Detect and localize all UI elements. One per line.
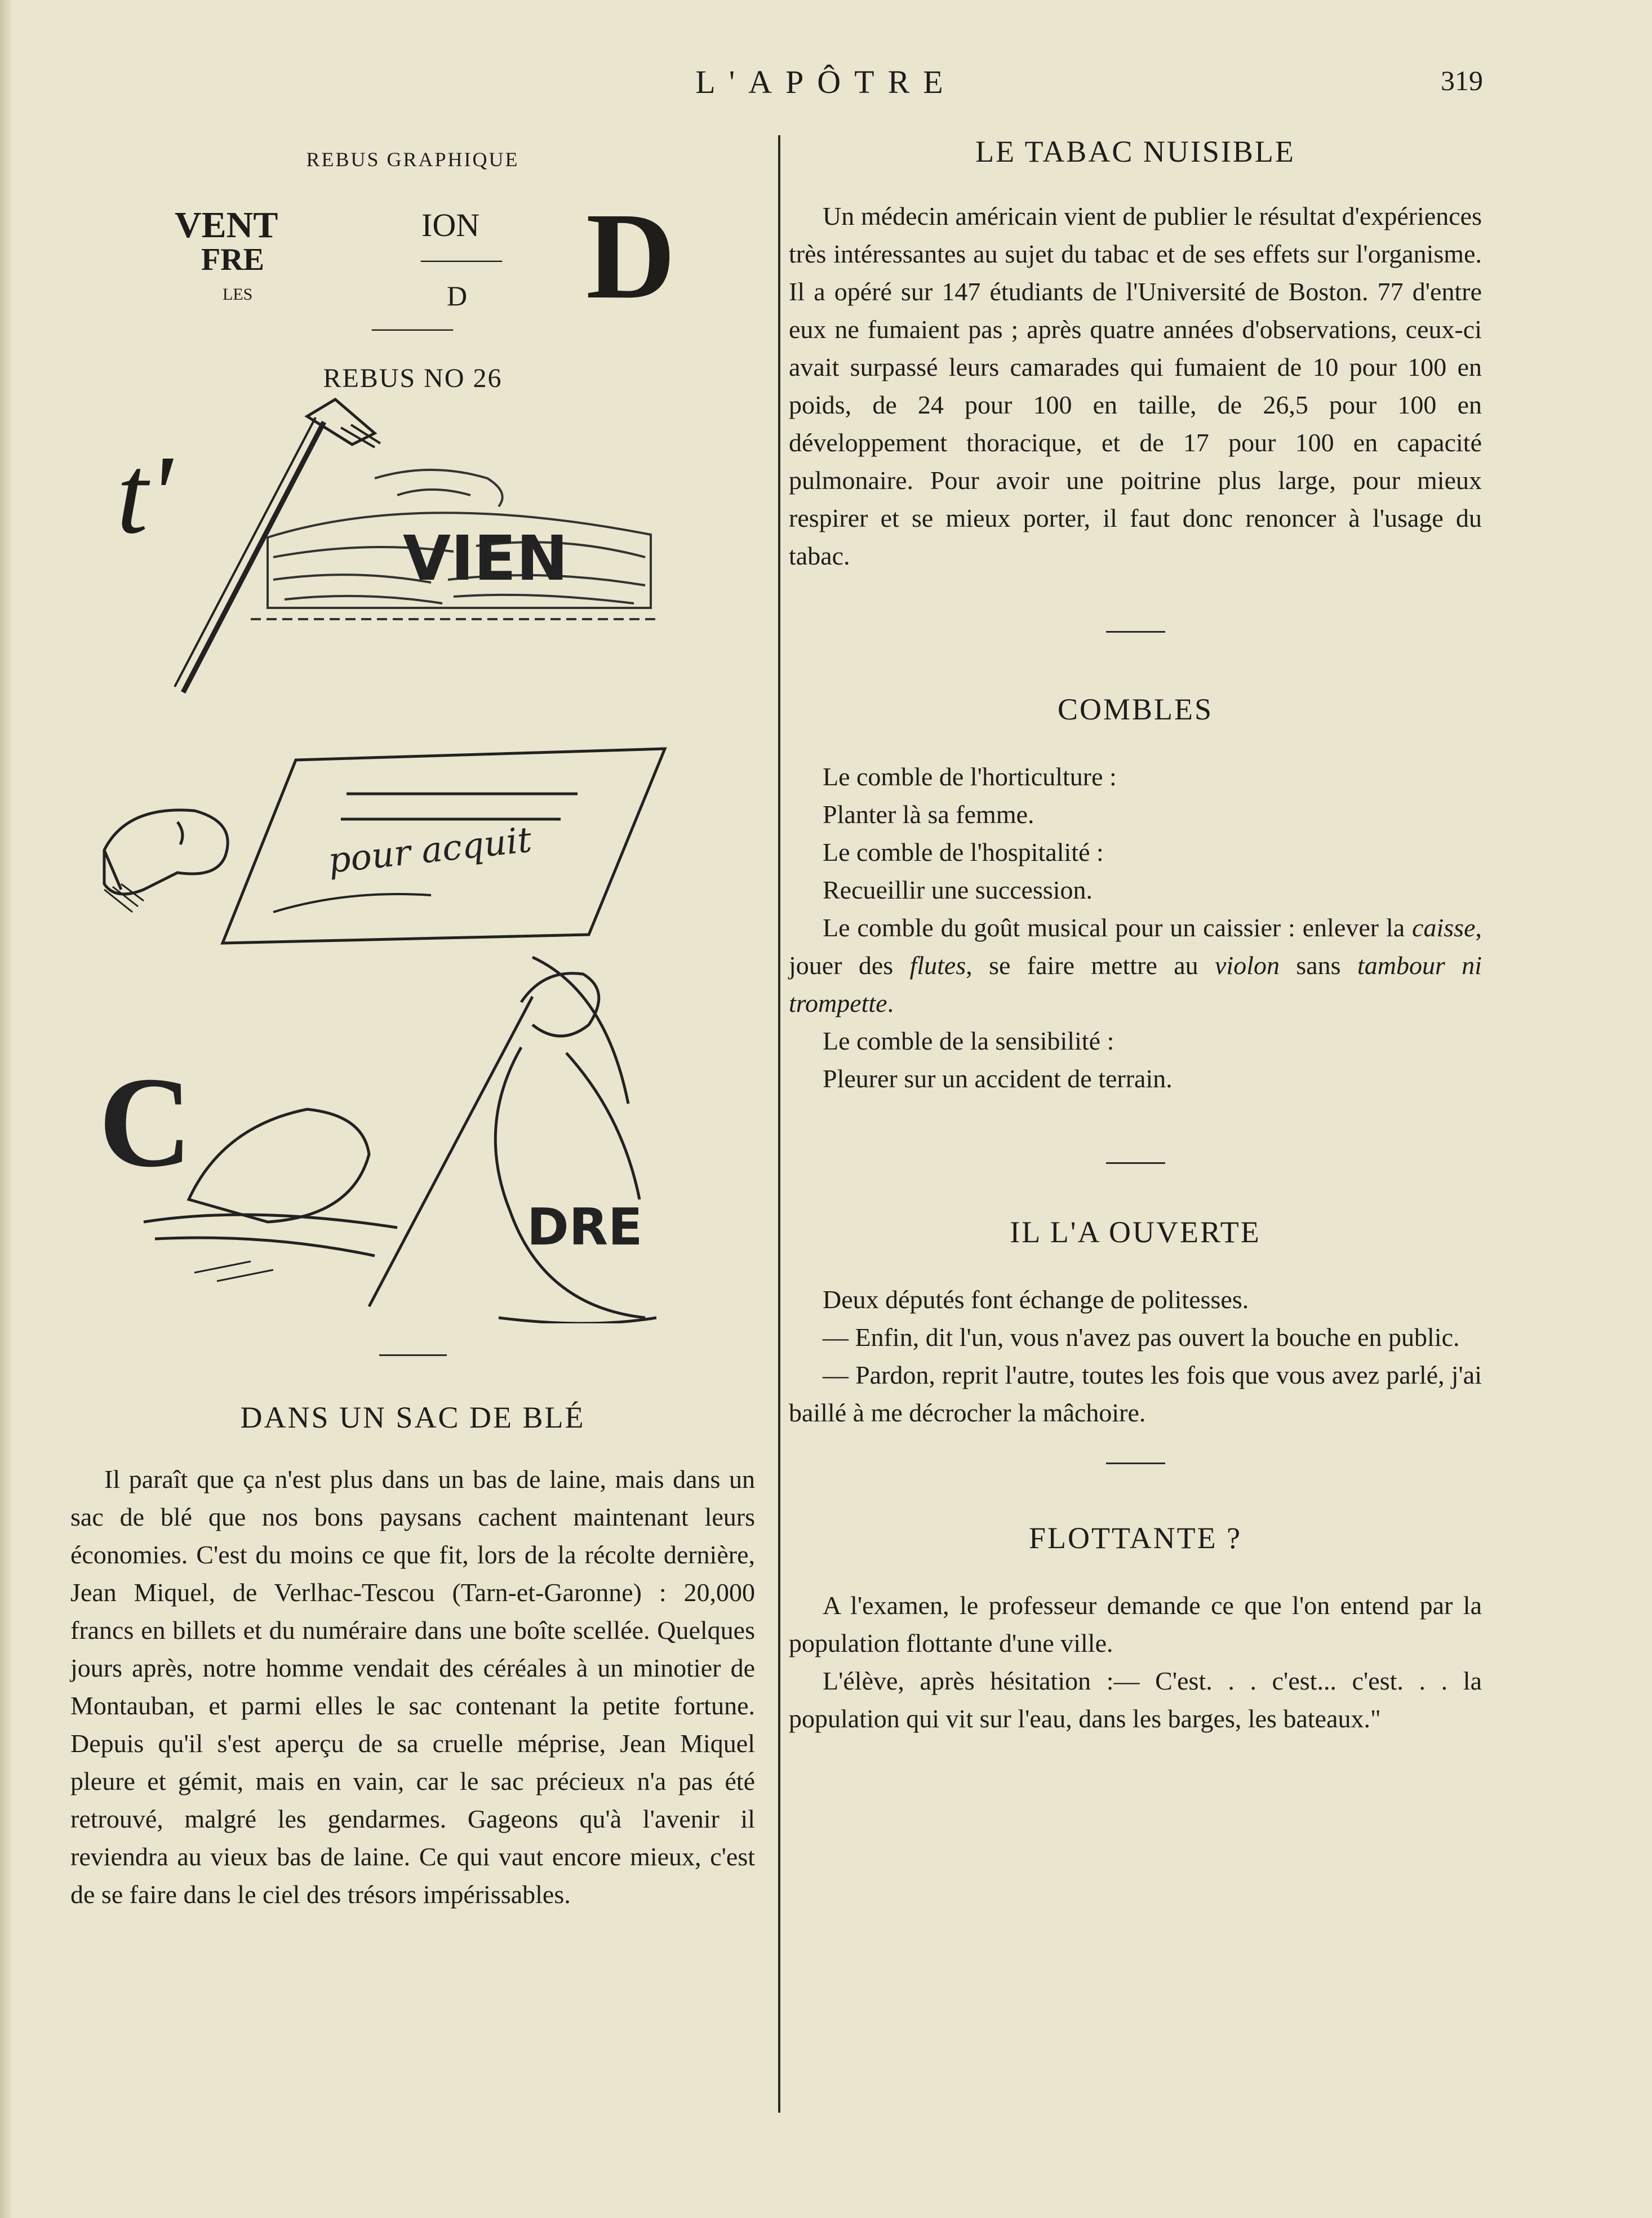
rebus-letter-t: t' <box>117 433 172 557</box>
rebus-d-big: D <box>586 187 676 325</box>
combles-line: Pleurer sur un accident de terrain. <box>823 1064 1173 1093</box>
section-title-ouverte: IL L'A OUVERTE <box>1010 1215 1261 1249</box>
column-rule <box>778 135 780 2113</box>
combles-list <box>789 758 1482 1097</box>
rebus-d-small: D <box>447 280 468 312</box>
scythe-figure-sketch <box>369 957 656 1323</box>
text-run: Le comble du goût musical pour un caissier : enlever la <box>823 913 1413 942</box>
rebus-graphique-heading: REBUS GRAPHIQUE <box>306 148 519 171</box>
rebus-fre: FRE <box>201 242 264 277</box>
divider <box>1106 1463 1165 1464</box>
text-run: . <box>887 989 894 1017</box>
section-title-sac-de-ble: DANS UN SAC DE BLÉ <box>240 1401 585 1434</box>
rebus-graphique <box>70 171 755 343</box>
italic-tambour: tambour ni trompette <box>789 951 1482 1017</box>
divider <box>379 1354 447 1356</box>
left-column <box>70 135 755 1913</box>
right-column <box>789 135 1482 1737</box>
rebus-letter-c: C <box>99 1050 193 1194</box>
rebus-ion: ION <box>421 207 480 243</box>
paragraph-ouverte: Deux députés font échange de politesses. <box>823 1285 1249 1314</box>
combles-line: Recueillir une succession. <box>823 875 1093 904</box>
combles-musical-line <box>789 909 1482 1022</box>
paragraph-ouverte: — Pardon, reprit l'autre, toutes les fois que vous avez parlé, j'ai baillé à me décrocher la mâchoire. <box>789 1361 1482 1427</box>
hand-sketch <box>104 810 228 912</box>
page-number: 319 <box>1441 65 1483 96</box>
rake-handle <box>183 422 324 692</box>
paragraph-flottante: L'élève, après hésitation :— C'est. . . c'est... c'est. . . la population qui vit sur l'eau, dans les barges, les bateaux." <box>789 1666 1482 1733</box>
page-edge-shadow <box>0 0 12 2218</box>
section-title-tabac: LE TABAC NUISIBLE <box>975 135 1295 168</box>
combles-line: Le comble de l'horticulture : <box>823 762 1117 791</box>
section-title-combles: COMBLES <box>1057 692 1214 726</box>
italic-flutes: flutes <box>909 951 966 980</box>
rebus-dash-top: ——— <box>421 244 502 274</box>
paragraph-ouverte: — Enfin, dit l'un, vous n'avez pas ouvert la bouche en public. <box>823 1323 1460 1352</box>
rebus-vent: VENT <box>175 205 278 246</box>
combles-line: Planter là sa femme. <box>823 800 1034 829</box>
section-title-flottante: FLOTTANTE ? <box>1028 1521 1242 1555</box>
paragraph-sac-de-ble: Il paraît que ça n'est plus dans un bas de laine, mais dans un sac de blé que nos bons paysans cachent maintenant leurs économies. C'est du moins ce que fit, lors de la récolte dernière, Jean Miquel, de Verlhac-Tescou (Tarn-et-Garonne) : 20,000 francs en billets et du numéraire dans une boîte scellée. Quelques jours après, notre homme vendait des céréales à un minotier de Montauban, et parmi elles le sac contenant la petite fortune. Depuis qu'il s'est aperçu de sa cruelle méprise, Jean Miquel pleure et gémit, mais en vain, car le sac précieux n'a pas été retrouvé, malgré les gendarmes. Gageons qu'à l'avenir il reviendra au vieux bas de laine. Ce qui vaut encore mieux, c'est de se faire dans le ciel des trésors impérissables. <box>70 1465 755 1909</box>
combles-line: Le comble de l'hospitalité : <box>823 838 1104 866</box>
paragraph-tabac: Un médecin américain vient de publier le résultat d'expériences très intéressantes au sujet du tabac et de ses effets sur l'organisme. Il a opéré sur 147 étudiants de l'Université de Boston. 77 d'entre eux ne fumaient pas ; après quatre années d'observations, ceux-ci avait surpassé leurs camarades qui fumaient de 10 pour 100 en poids, de 24 pour 100 en taille, de 26,5 pour 100 en développement thoracique, et de 17 pour 100 en capacité pulmonaire. Pour avoir une poitrine plus large, pour mieux respirer et se mieux porter, il faut donc renoncer à l'usage du tabac. <box>789 202 1482 570</box>
running-head <box>0 63 1652 103</box>
rebus-26-sketch <box>82 394 701 1323</box>
receipt-text: pour acquit <box>326 819 534 881</box>
rebus-26-drawing <box>82 394 701 1323</box>
text-run: , se faire mettre au <box>966 951 1215 980</box>
running-title: L'APÔTRE <box>695 64 957 100</box>
combles-line: Le comble de la sensibilité : <box>823 1026 1114 1055</box>
rebus-les: LES <box>223 285 253 304</box>
rebus-dash-bottom: ——— <box>372 313 453 343</box>
italic-violon: violon <box>1215 951 1280 980</box>
paragraph-flottante: A l'examen, le professeur demande ce que l'on entend par la population flottante d'une ville. <box>789 1591 1482 1657</box>
italic-caisse: caisse <box>1412 913 1476 942</box>
ouverte-text <box>789 1281 1482 1432</box>
flottante-text <box>789 1586 1482 1737</box>
vien-label: VIEN <box>403 522 569 594</box>
rebus-26-heading: REBUS NO 26 <box>323 363 503 393</box>
divider <box>1106 1162 1165 1164</box>
divider <box>1106 631 1165 633</box>
dre-label: DRE <box>527 1198 643 1257</box>
text-run: , jouer des <box>789 913 1482 980</box>
text-run: sans <box>1280 951 1357 980</box>
